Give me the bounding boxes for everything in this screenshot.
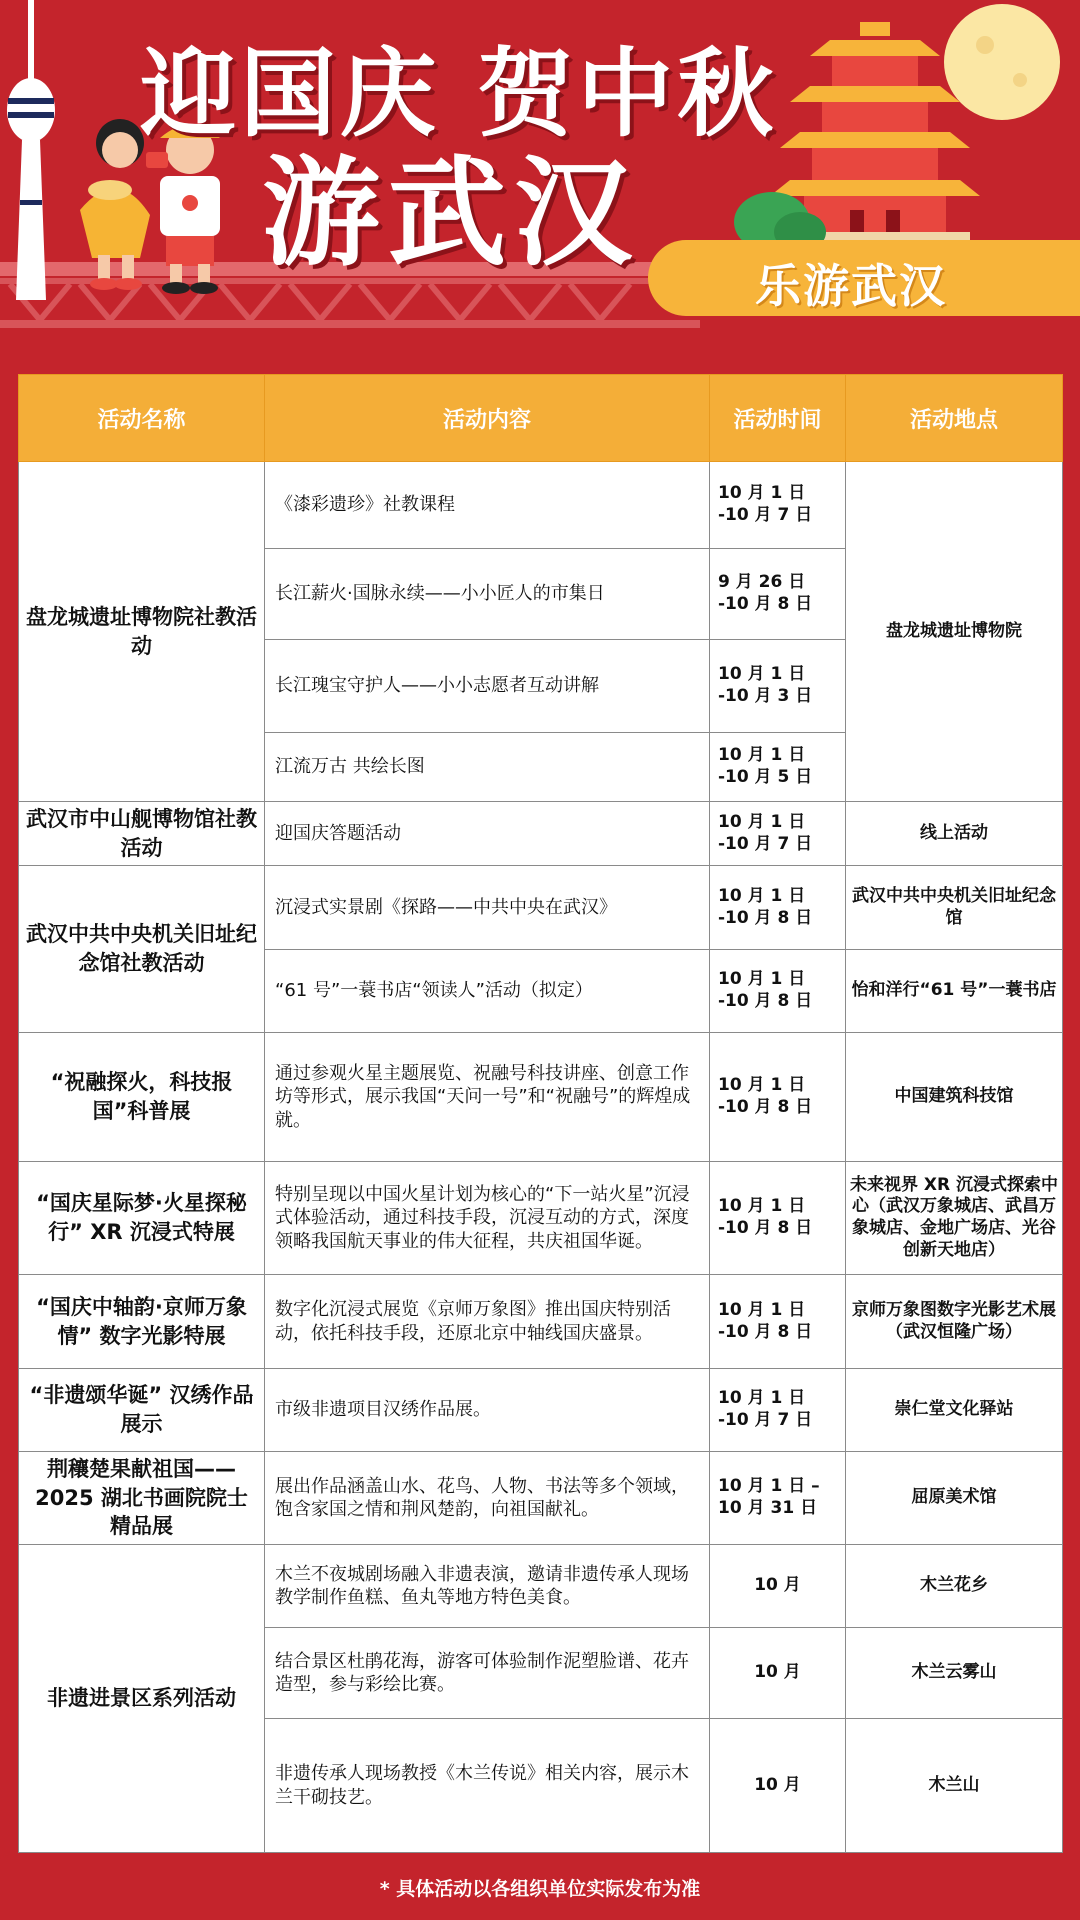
activity-content: 《漆彩遗珍》社教课程 xyxy=(265,462,710,549)
activities-table xyxy=(18,374,1063,1853)
table-row xyxy=(19,1275,1063,1369)
activity-time: 10 月 1 日 –10 月 31 日 xyxy=(710,1452,846,1545)
header-activity-name: 活动名称 xyxy=(19,375,265,462)
activity-place: 中国建筑科技馆 xyxy=(846,1033,1063,1162)
header-activity-place: 活动地点 xyxy=(846,375,1063,462)
activity-content: 展出作品涵盖山水、花鸟、人物、书法等多个领域，饱含家国之情和荆风楚韵，向祖国献礼。 xyxy=(265,1452,710,1545)
table-row xyxy=(19,1369,1063,1452)
moon-icon xyxy=(944,4,1060,120)
activity-name: “祝融探火，科技报国”科普展 xyxy=(19,1033,265,1162)
table-row xyxy=(19,462,1063,549)
activity-content: 江流万古 共绘长图 xyxy=(265,733,710,802)
activity-name: “非遗颂华诞” 汉绣作品展示 xyxy=(19,1369,265,1452)
activity-name: 武汉中共中央机关旧址纪念馆社教活动 xyxy=(19,866,265,1033)
activity-time: 10 月 1 日 -10 月 7 日 xyxy=(710,802,846,866)
activity-time: 10 月 xyxy=(710,1628,846,1719)
activity-time: 10 月 1 日 -10 月 8 日 xyxy=(710,1033,846,1162)
activity-time: 10 月 1 日 -10 月 8 日 xyxy=(710,1162,846,1275)
activity-place: 崇仁堂文化驿站 xyxy=(846,1369,1063,1452)
activity-content: 非遗传承人现场教授《木兰传说》相关内容，展示木兰干砌技艺。 xyxy=(265,1719,710,1853)
activity-content: 沉浸式实景剧《探路——中共中央在武汉》 xyxy=(265,866,710,950)
activity-time: 10 月 xyxy=(710,1719,846,1853)
banner xyxy=(0,0,1080,345)
activity-content: 数字化沉浸式展览《京师万象图》推出国庆特别活动，依托科技手段，还原北京中轴线国庆盛景。 xyxy=(265,1275,710,1369)
tagline-text: 乐游武汉 xyxy=(755,259,947,313)
footnote: * 具体活动以各组织单位实际发布为准 xyxy=(379,1878,701,1900)
activity-content: “61 号”一蓑书店“领读人”活动（拟定） xyxy=(265,950,710,1033)
header-activity-content: 活动内容 xyxy=(265,375,710,462)
activity-content: 特别呈现以中国火星计划为核心的“下一站火星”沉浸式体验活动，通过科技手段，沉浸互动的方式，深度领略我国航天事业的伟大征程，共庆祖国华诞。 xyxy=(265,1162,710,1275)
activity-place: 怡和洋行“61 号”一蓑书店 xyxy=(846,950,1063,1033)
activity-place: 木兰花乡 xyxy=(846,1545,1063,1628)
table-row xyxy=(19,1162,1063,1275)
table-row xyxy=(19,1545,1063,1628)
activity-place: 京师万象图数字光影艺术展（武汉恒隆广场） xyxy=(846,1275,1063,1369)
activity-place: 木兰山 xyxy=(846,1719,1063,1853)
activity-place: 盘龙城遗址博物院 xyxy=(846,462,1063,802)
activity-time: 10 月 1 日 -10 月 5 日 xyxy=(710,733,846,802)
table-row xyxy=(19,1033,1063,1162)
banner-title-line1: 迎国庆 贺中秋 xyxy=(140,38,778,150)
activity-place: 木兰云雾山 xyxy=(846,1628,1063,1719)
header-activity-time: 活动时间 xyxy=(710,375,846,462)
activity-time: 10 月 1 日 -10 月 8 日 xyxy=(710,950,846,1033)
activity-name: 荆穰楚果献祖国——2025 湖北书画院院士精品展 xyxy=(19,1452,265,1545)
activity-name: “国庆星际梦·火星探秘行” XR 沉浸式特展 xyxy=(19,1162,265,1275)
activity-content: 长江瑰宝守护人——小小志愿者互动讲解 xyxy=(265,640,710,733)
activity-name: 武汉市中山舰博物馆社教活动 xyxy=(19,802,265,866)
activity-content: 木兰不夜城剧场融入非遗表演，邀请非遗传承人现场教学制作鱼糕、鱼丸等地方特色美食。 xyxy=(265,1545,710,1628)
activity-time: 10 月 1 日 -10 月 8 日 xyxy=(710,866,846,950)
activity-time: 10 月 1 日 -10 月 7 日 xyxy=(710,1369,846,1452)
table-header-row xyxy=(19,375,1063,462)
activity-name: 非遗进景区系列活动 xyxy=(19,1545,265,1853)
activity-content: 市级非遗项目汉绣作品展。 xyxy=(265,1369,710,1452)
activity-place: 未来视界 XR 沉浸式探索中心（武汉万象城店、武昌万象城店、金地广场店、光谷创新天地店） xyxy=(846,1162,1063,1275)
activity-time: 10 月 xyxy=(710,1545,846,1628)
activity-place: 武汉中共中央机关旧址纪念馆 xyxy=(846,866,1063,950)
activity-content: 结合景区杜鹃花海，游客可体验制作泥塑脸谱、花卉造型，参与彩绘比赛。 xyxy=(265,1628,710,1719)
activity-time: 10 月 1 日 -10 月 8 日 xyxy=(710,1275,846,1369)
table-row xyxy=(19,1452,1063,1545)
activity-name: 盘龙城遗址博物院社教活动 xyxy=(19,462,265,802)
activity-time: 10 月 1 日 -10 月 3 日 xyxy=(710,640,846,733)
table-row xyxy=(19,802,1063,866)
activity-name: “国庆中轴韵·京师万象情” 数字光影特展 xyxy=(19,1275,265,1369)
activity-content: 迎国庆答题活动 xyxy=(265,802,710,866)
activity-content: 长江薪火·国脉永续——小小匠人的市集日 xyxy=(265,549,710,640)
table-row xyxy=(19,866,1063,950)
activity-time: 9 月 26 日 -10 月 8 日 xyxy=(710,549,846,640)
tv-tower-icon xyxy=(7,0,55,300)
activity-place: 屈原美术馆 xyxy=(846,1452,1063,1545)
activity-time: 10 月 1 日 -10 月 7 日 xyxy=(710,462,846,549)
activity-place: 线上活动 xyxy=(846,802,1063,866)
banner-title-line2: 游武汉 xyxy=(262,144,641,282)
activity-content: 通过参观火星主题展览、祝融号科技讲座、创意工作坊等形式，展示我国“天问一号”和“祝融号”的辉煌成就。 xyxy=(265,1033,710,1162)
